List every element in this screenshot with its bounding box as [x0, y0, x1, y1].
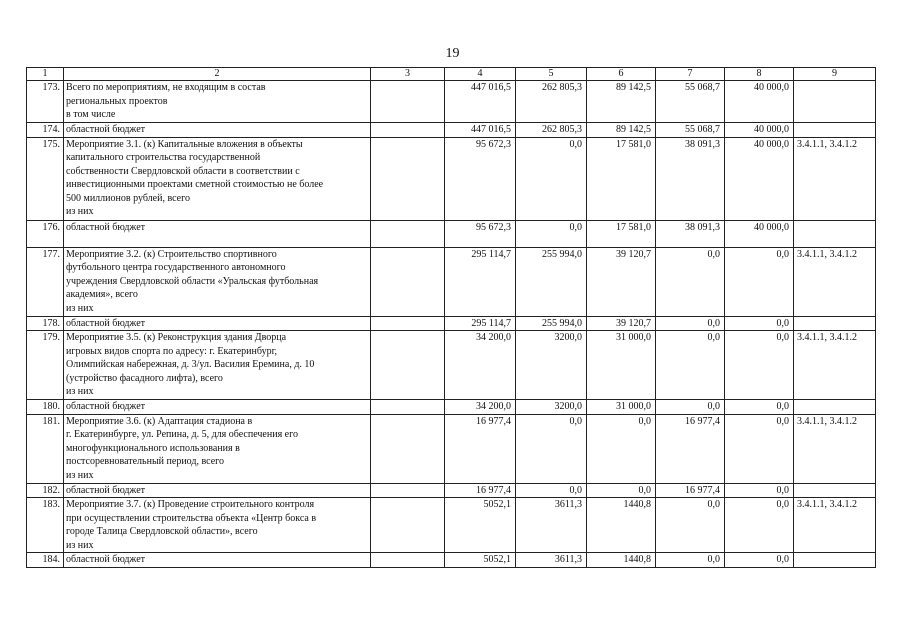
- description-line: Мероприятие 3.1. (к) Капитальные вложения в объекты: [66, 138, 303, 150]
- target-indicators: [794, 220, 876, 247]
- c4-value: 34 200,0: [445, 331, 516, 400]
- col3-cell: [371, 123, 445, 138]
- description-line: региональных проектов: [66, 95, 168, 107]
- c5-value: 3200,0: [516, 400, 587, 415]
- description-line: из них: [66, 469, 94, 481]
- row-description: [64, 81, 371, 123]
- col3-cell: [371, 498, 445, 553]
- description-line: областной бюджет: [66, 554, 146, 565]
- description-line: 500 миллионов рублей, всего: [66, 192, 190, 204]
- c5-value: 255 994,0: [516, 247, 587, 316]
- c5-value: 0,0: [516, 220, 587, 247]
- description-line: академия», всего: [66, 289, 138, 300]
- c4-value: 447 016,5: [445, 123, 516, 138]
- description-line: областной бюджет: [66, 221, 146, 233]
- c6-value: 89 142,5: [587, 123, 656, 138]
- c8-value: 0,0: [725, 414, 794, 483]
- table-row: [27, 220, 876, 247]
- description-line: в том числе: [66, 109, 116, 120]
- c6-value: 31 000,0: [587, 400, 656, 415]
- row-number: 173.: [27, 81, 64, 123]
- row-description: [64, 220, 371, 247]
- description-line: из них: [66, 539, 94, 551]
- c7-value: 16 977,4: [656, 414, 725, 483]
- description-line: областной бюджет: [66, 484, 146, 496]
- table-row: [27, 498, 876, 553]
- c6-value: 39 120,7: [587, 316, 656, 331]
- description-line: Мероприятие 3.7. (к) Проведение строительного контроля: [66, 499, 315, 510]
- row-description: [64, 137, 371, 220]
- col3-cell: [371, 81, 445, 123]
- description-line: из них: [66, 302, 94, 314]
- table-row: [27, 123, 876, 138]
- table-row: [27, 414, 876, 483]
- row-number: 174.: [27, 123, 64, 138]
- target-indicators: [794, 316, 876, 331]
- c4-value: 5052,1: [445, 498, 516, 553]
- c4-value: 95 672,3: [445, 220, 516, 247]
- target-indicators: 3.4.1.1, 3.4.1.2: [794, 247, 876, 316]
- c8-value: 0,0: [725, 553, 794, 568]
- c8-value: 0,0: [725, 400, 794, 415]
- c6-value: 0,0: [587, 483, 656, 498]
- header-cell: 6: [587, 68, 656, 81]
- table-row: [27, 331, 876, 400]
- c4-value: 16 977,4: [445, 414, 516, 483]
- col3-cell: [371, 553, 445, 568]
- row-number: 183.: [27, 498, 64, 553]
- target-indicators: 3.4.1.1, 3.4.1.2: [794, 498, 876, 553]
- header-cell: 9: [794, 68, 876, 81]
- c4-value: 295 114,7: [445, 316, 516, 331]
- c8-value: 40 000,0: [725, 137, 794, 220]
- description-line: Мероприятие 3.5. (к) Реконструкция здания Дворца: [66, 332, 287, 343]
- col3-cell: [371, 331, 445, 400]
- c8-value: 40 000,0: [725, 123, 794, 138]
- c5-value: 262 805,3: [516, 123, 587, 138]
- c5-value: 3200,0: [516, 331, 587, 400]
- col3-cell: [371, 400, 445, 415]
- c6-value: 31 000,0: [587, 331, 656, 400]
- c4-value: 5052,1: [445, 553, 516, 568]
- c4-value: 34 200,0: [445, 400, 516, 415]
- table-row: [27, 553, 876, 568]
- table-row: [27, 247, 876, 316]
- c4-value: 447 016,5: [445, 81, 516, 123]
- row-number: 175.: [27, 137, 64, 220]
- description-line: из них: [66, 206, 94, 217]
- description-line: областной бюджет: [66, 401, 146, 412]
- row-number: 184.: [27, 553, 64, 568]
- row-description: [64, 331, 371, 400]
- c7-value: 0,0: [656, 498, 725, 553]
- target-indicators: [794, 81, 876, 123]
- table-row: [27, 483, 876, 498]
- c8-value: 0,0: [725, 331, 794, 400]
- table-body: [27, 81, 876, 568]
- header-cell: 1: [27, 68, 64, 81]
- row-description: [64, 498, 371, 553]
- c7-value: 38 091,3: [656, 220, 725, 247]
- c7-value: 16 977,4: [656, 483, 725, 498]
- c5-value: 3611,3: [516, 553, 587, 568]
- target-indicators: 3.4.1.1, 3.4.1.2: [794, 414, 876, 483]
- description-line: собственности Свердловской области в соответствии с: [66, 165, 300, 177]
- target-indicators: 3.4.1.1, 3.4.1.2: [794, 331, 876, 400]
- target-indicators: [794, 553, 876, 568]
- header-cell: 8: [725, 68, 794, 81]
- c5-value: 0,0: [516, 137, 587, 220]
- row-description: [64, 123, 371, 138]
- row-number: 180.: [27, 400, 64, 415]
- row-description: [64, 247, 371, 316]
- description-line: Всего по мероприятиям, не входящим в состав: [66, 82, 266, 93]
- c6-value: 17 581,0: [587, 137, 656, 220]
- page-number: 19: [445, 46, 460, 61]
- c7-value: 0,0: [656, 331, 725, 400]
- c5-value: 255 994,0: [516, 316, 587, 331]
- description-line: областной бюджет: [66, 317, 146, 329]
- c8-value: 0,0: [725, 498, 794, 553]
- row-description: [64, 414, 371, 483]
- row-number: 179.: [27, 331, 64, 400]
- c6-value: 89 142,5: [587, 81, 656, 123]
- header-cell: 4: [445, 68, 516, 81]
- c6-value: 1440,8: [587, 553, 656, 568]
- c6-value: 1440,8: [587, 498, 656, 553]
- description-line: (устройство фасадного лифта), всего: [66, 372, 223, 384]
- c7-value: 0,0: [656, 247, 725, 316]
- target-indicators: 3.4.1.1, 3.4.1.2: [794, 137, 876, 220]
- description-line: областной бюджет: [66, 124, 146, 135]
- description-line: из них: [66, 386, 94, 397]
- col3-cell: [371, 247, 445, 316]
- description-line: капитального строительства государственной: [66, 152, 261, 163]
- row-description: [64, 483, 371, 498]
- col3-cell: [371, 220, 445, 247]
- c4-value: 295 114,7: [445, 247, 516, 316]
- c7-value: 38 091,3: [656, 137, 725, 220]
- c8-value: 40 000,0: [725, 81, 794, 123]
- c7-value: 0,0: [656, 316, 725, 331]
- description-line: учреждения Свердловской области «Уральская футбольная: [66, 275, 319, 287]
- c6-value: 17 581,0: [587, 220, 656, 247]
- description-line: при осуществлении строительства объекта «Центр бокса в: [66, 512, 317, 524]
- table-row: [27, 81, 876, 123]
- c5-value: 0,0: [516, 483, 587, 498]
- col3-cell: [371, 316, 445, 331]
- row-description: [64, 553, 371, 568]
- description-line: Мероприятие 3.6. (к) Адаптация стадиона в: [66, 415, 253, 427]
- description-line: Олимпийская набережная, д. 3/ул. Василия Еремина, д. 10: [66, 359, 315, 370]
- c4-value: 95 672,3: [445, 137, 516, 220]
- header-cell: 7: [656, 68, 725, 81]
- row-number: 177.: [27, 247, 64, 316]
- header-cell: 2: [64, 68, 371, 81]
- c4-value: 16 977,4: [445, 483, 516, 498]
- description-line: инвестиционными проектами сметной стоимостью не более: [66, 179, 324, 190]
- description-line: городе Талица Свердловской области», всего: [66, 526, 258, 537]
- target-indicators: [794, 123, 876, 138]
- c5-value: 3611,3: [516, 498, 587, 553]
- row-number: 176.: [27, 220, 64, 247]
- row-number: 182.: [27, 483, 64, 498]
- row-number: 181.: [27, 414, 64, 483]
- col3-cell: [371, 137, 445, 220]
- description-line: футбольного центра государственного автономного: [66, 262, 286, 273]
- c7-value: 0,0: [656, 400, 725, 415]
- c8-value: 40 000,0: [725, 220, 794, 247]
- description-line: игровых видов спорта по адресу: г. Екатеринбург,: [66, 345, 278, 357]
- c8-value: 0,0: [725, 316, 794, 331]
- description-line: многофункционального использования в: [66, 442, 240, 454]
- target-indicators: [794, 483, 876, 498]
- c5-value: 0,0: [516, 414, 587, 483]
- c5-value: 262 805,3: [516, 81, 587, 123]
- c8-value: 0,0: [725, 483, 794, 498]
- col3-cell: [371, 483, 445, 498]
- header-cell: 3: [371, 68, 445, 81]
- row-description: [64, 316, 371, 331]
- description-line: постсоревновательный период, всего: [66, 456, 224, 467]
- table-row: [27, 316, 876, 331]
- description-line: г. Екатеринбурге, ул. Репина, д. 5, для обеспечения его: [66, 429, 298, 440]
- row-description: [64, 400, 371, 415]
- header-row: [27, 68, 876, 81]
- c7-value: 0,0: [656, 553, 725, 568]
- c7-value: 55 068,7: [656, 81, 725, 123]
- target-indicators: [794, 400, 876, 415]
- table-row: [27, 137, 876, 220]
- col3-cell: [371, 414, 445, 483]
- description-line: Мероприятие 3.2. (к) Строительство спортивного: [66, 248, 277, 260]
- c8-value: 0,0: [725, 247, 794, 316]
- row-number: 178.: [27, 316, 64, 331]
- c6-value: 39 120,7: [587, 247, 656, 316]
- table-row: [27, 400, 876, 415]
- budget-table: [26, 67, 876, 568]
- c7-value: 55 068,7: [656, 123, 725, 138]
- header-cell: 5: [516, 68, 587, 81]
- c6-value: 0,0: [587, 414, 656, 483]
